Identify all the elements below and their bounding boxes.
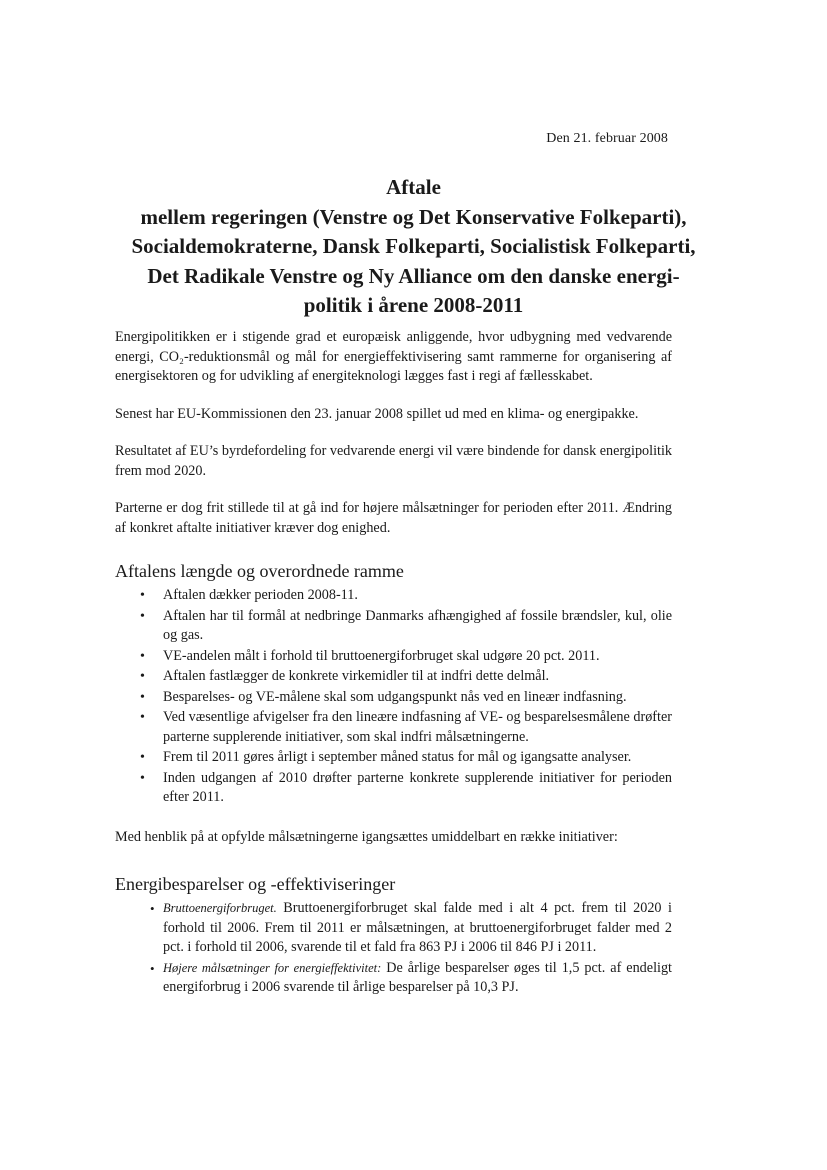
paragraph: Resultatet af EU’s byrdefordeling for vedvarende energi vil være bindende for dansk energipolitik frem mod 2020. [115,443,672,479]
section-heading: Energibesparelser og -effektiviseringer [115,874,396,894]
item-text: Bruttoenergiforbruget skal falde med i alt 4 pct. frem til 2020 i forhold til 2006. Frem til 2011 er målsætningen, at bruttoenergiforbruget falder med 2 pct. i forhold til 2006, svarende til et fald fra 863 PJ i 2006 til 846 PJ i 2011. [163,900,672,955]
paragraph: Parterne er dog frit stillede til at gå ind for højere målsætninger for perioden efter 2011. Ændring af konkret aftalte initiativer kræver dog enighed. [115,500,672,536]
title-line: Det Radikale Venstre og Ny Alliance om den danske energi- [147,263,680,288]
paragraph: Energipolitikken er i stigende grad et europæisk anliggende, hvor udbygning med vedvarende energi, CO₂-reduktionsmål og mål for energieffektivisering samt rammerne for organisering af energisektoren og for udvikling af energiteknologi lægges fast i regi af fællesskabet. [115,329,672,384]
list-item: • Frem til 2011 gøres årligt i september måned status for mål og igangsatte analyser. [163,748,672,768]
list-item: • Aftalen dækker perioden 2008-11. [163,586,672,606]
title-line: politik i årene 2008-2011 [303,293,524,317]
document-title [100,173,727,321]
bullet-list [115,586,672,808]
list-item: • VE-andelen målt i forhold til bruttoenergiforbruget skal udgøre 20 pct. 2011. [163,647,672,667]
list-item: • Besparelses- og VE-målene skal som udgangspunkt nås ved en lineær indfasning. [163,688,672,708]
list-item: • Ved væsentlige afvigelser fra den lineære indfasning af VE- og besparelsesmålene drøfter parterne supplerende initiativer, som skal indfri målsætningerne. [163,708,672,747]
list-item [163,959,672,998]
item-lead: Bruttoenergiforbruget. [163,901,277,915]
document-date: Den 21. februar 2008 [546,131,668,146]
section-heading: Aftalens længde og overordnede ramme [115,561,404,581]
document-body [115,328,672,999]
list-item: • Aftalen fastlægger de konkrete virkemidler til at indfri dette delmål. [163,667,672,687]
paragraph: Senest har EU-Kommissionen den 23. januar 2008 spillet ud med en klima- og energipakke. [115,405,639,422]
title-line: Socialdemokraterne, Dansk Folkeparti, Socialistisk Folkeparti, [131,234,696,258]
list-item [163,899,672,958]
title-line: Aftale [386,175,441,199]
paragraph: Med henblik på at opfylde målsætningerne igangsættes umiddelbart en række initiativer: [115,828,618,845]
title-line: mellem regeringen (Venstre og Det Konservative Folkeparti), [140,204,687,229]
item-text: De årlige besparelser øges til 1,5 pct. af endeligt energiforbrug i 2006 svarende til årlige besparelser på 10,3 PJ. [163,959,672,995]
item-lead: Højere målsætninger for energieffektivitet: [163,960,382,975]
bullet-list [115,899,672,998]
list-item: • Inden udgangen af 2010 drøfter parterne konkrete supplerende initiativer for perioden efter 2011. [163,769,672,808]
list-item: • Aftalen har til formål at nedbringe Danmarks afhængighed af fossile brændsler, kul, olie og gas. [163,607,672,646]
